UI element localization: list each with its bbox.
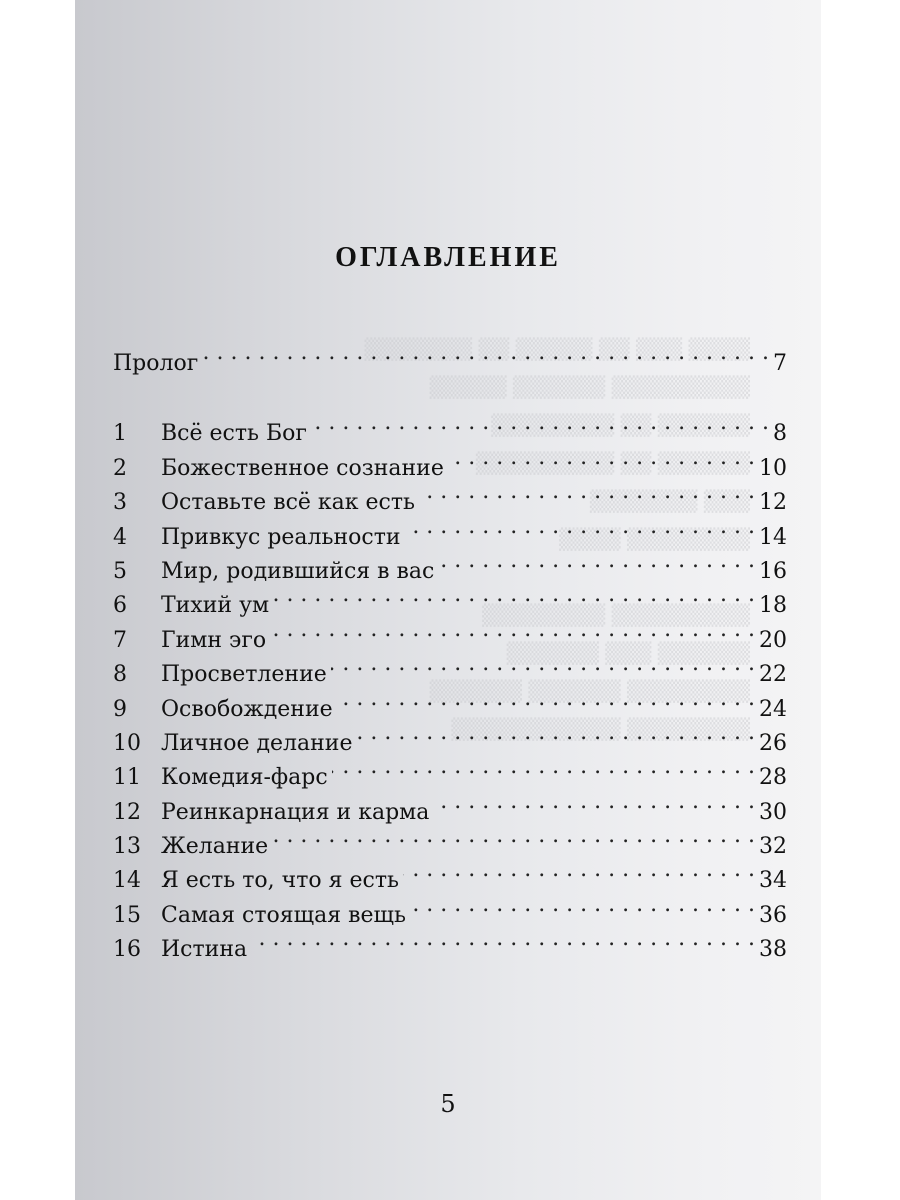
chapter-number: 16 <box>113 937 141 963</box>
dot-leader <box>433 785 755 819</box>
toc-page-number: 30 <box>759 799 787 825</box>
dot-leader <box>331 647 755 681</box>
toc-page-number: 24 <box>759 696 787 722</box>
dot-leader <box>273 578 755 612</box>
table-of-contents <box>113 336 787 963</box>
toc-page-number: 20 <box>759 627 787 653</box>
dot-leader <box>448 441 755 475</box>
chapter-number: 4 <box>113 524 127 550</box>
dot-leader <box>403 853 755 887</box>
dot-leader <box>405 510 755 544</box>
dot-leader <box>272 819 755 853</box>
dot-leader <box>202 336 769 370</box>
toc-page-number: 34 <box>759 868 787 894</box>
toc-page-number: 32 <box>759 834 787 860</box>
show-through-text: ▒▒▒▒ ▒▒▒ ▒▒ ▒▒▒▒▒ ▒▒ ▒▒▒▒▒▒▒ ▒▒▒▒▒▒▒▒▒ ▒▒▒▒▒▒ ▒▒▒▒▒ ▒▒▒▒▒▒ ▒▒ ▒▒▒▒▒▒▒▒ ▒▒▒▒▒▒ ▒▒ ▒▒▒▒▒▒▒▒▒ ▒▒▒ ▒▒▒▒▒▒▒ ▒▒▒▒▒▒▒▒ ▒▒▒▒ ▒▒▒▒▒▒▒▒▒ ▒▒▒▒▒▒▒▒ ▒▒▒▒▒▒ ▒▒▒ ▒▒▒▒▒▒ ▒▒▒▒▒▒▒▒ ▒▒▒▒▒▒ ▒▒▒▒▒▒ ▒▒▒▒▒▒▒▒ ▒▒▒▒▒▒▒▒▒▒▒ <box>364 337 750 741</box>
toc-page-number: 10 <box>759 455 787 481</box>
dot-leader <box>251 922 755 956</box>
dot-leader <box>419 475 755 509</box>
toc-label: Мир, родившийся в вас <box>161 558 435 584</box>
chapter-number: 2 <box>113 455 127 481</box>
toc-label: Реинкарнация и карма <box>161 799 430 825</box>
toc-label: Божественное сознание <box>161 455 444 481</box>
toc-label: Личное делание <box>161 730 353 756</box>
dot-leader <box>337 682 755 716</box>
dot-leader <box>311 406 769 440</box>
toc-page-number: 26 <box>759 730 787 756</box>
toc-page-number: 16 <box>759 558 787 584</box>
toc-label: Освобождение <box>161 696 333 722</box>
toc-row[interactable] <box>113 406 787 447</box>
toc-label: Истина <box>161 937 248 963</box>
toc-row-prolog[interactable] <box>113 336 787 376</box>
page-number: 5 <box>440 1090 456 1118</box>
toc-page-number: 18 <box>759 593 787 619</box>
toc-page-number: 36 <box>759 902 787 928</box>
toc-label: Оставьте всё как есть <box>161 490 416 516</box>
toc-label: Я есть то, что я есть <box>161 868 399 894</box>
toc-label: Привкус реальности <box>161 524 401 550</box>
toc-page-number: 14 <box>759 524 787 550</box>
chapter-number: 1 <box>113 421 127 447</box>
book-page <box>75 0 821 1200</box>
dot-leader <box>410 888 755 922</box>
toc-page-number: 22 <box>759 662 787 688</box>
chapter-number: 8 <box>113 662 127 688</box>
chapter-number: 10 <box>113 730 141 756</box>
toc-page-number: 28 <box>759 765 787 791</box>
chapter-number: 15 <box>113 902 141 928</box>
chapter-number: 9 <box>113 696 127 722</box>
toc-label: Гимн эго <box>161 627 267 653</box>
chapter-number: 7 <box>113 627 127 653</box>
page-title: ОГЛАВЛЕНИЕ <box>335 242 561 273</box>
chapter-number: 5 <box>113 558 127 584</box>
toc-label: Пролог <box>113 351 199 376</box>
toc-label: Тихий ум <box>161 593 270 619</box>
dot-leader <box>438 544 755 578</box>
toc-page-number: 38 <box>759 937 787 963</box>
toc-page-number: 7 <box>773 351 787 376</box>
toc-label: Самая стоящая вещь <box>161 902 406 928</box>
toc-label: Просветление <box>161 662 327 688</box>
toc-label: Всё есть Бог <box>161 421 307 447</box>
toc-label: Желание <box>161 834 269 860</box>
chapter-number: 13 <box>113 834 141 860</box>
toc-label: Комедия-фарс <box>161 765 328 791</box>
dot-leader <box>270 613 755 647</box>
dot-leader <box>332 750 755 784</box>
toc-page-number: 8 <box>773 421 787 447</box>
chapter-number: 6 <box>113 593 127 619</box>
chapter-number: 14 <box>113 868 141 894</box>
chapter-number: 3 <box>113 490 127 516</box>
chapter-number: 11 <box>113 765 141 791</box>
toc-page-number: 12 <box>759 490 787 516</box>
chapter-number: 12 <box>113 799 141 825</box>
dot-leader <box>357 716 756 750</box>
